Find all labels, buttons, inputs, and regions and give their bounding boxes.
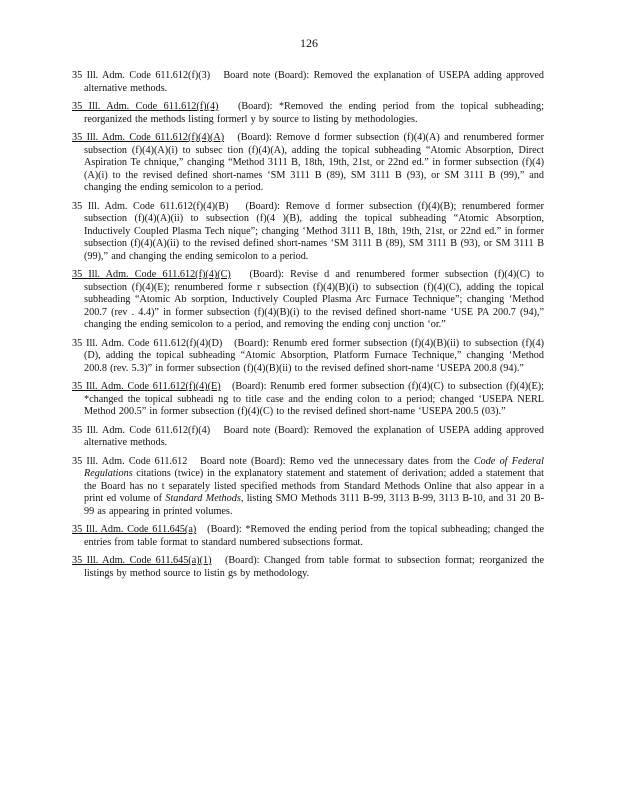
- entry-text: (Board): Changed from table format to subsection format; reorganized the listings by method source to listin gs by methodology.: [84, 555, 545, 579]
- entry-list: [72, 70, 544, 586]
- list-item: [72, 338, 544, 376]
- entry-text: (Board): Renumb ered former subsection (f)(4)(B)(ii) to subsection (f)(4)(D), adding the topical subheading “Atomic Absorption, Platform Furnace Technique,” changing ‘Method 200.8 (rev. 5.3)” in former subsection (f)(4)(B)(ii) to the revised defined short-name ‘USEPA 200.8 (94).”: [84, 337, 544, 374]
- entry-text: Board note (Board): Remo ved the unnecessary dates from the: [200, 455, 474, 467]
- list-item: [72, 70, 544, 95]
- entry-text: (Board): Remove d former subsection (f)(4)(A) and renumbered former subsection (f)(4)(A)(i) to subsec tion (f)(4)(A), adding the topical subheading “Atomic Absorption, Direct Aspiration Te chnique,” changing “Method 3111 B, 18th, 19th, 21st, or 22nd ed.” in former subsection (f)(4)(A)(i) to the revised defined short-names ‘SM 3111 B (89), SM 3111 B (93), or SM 3111 B (99),” and changing the ending semicolon to a period.: [84, 132, 544, 193]
- italic-citation: Standard Methods: [165, 493, 241, 504]
- code-reference: 35 Ill. Adm. Code 611.612(f)(4)(C): [72, 269, 231, 280]
- entry-text: (Board): Revise d and renumbered former subsection (f)(4)(C) to subsection (f)(4)(E); renumbered forme r subsection (f)(4)(B)(i) to subsection (f)(4)(C), adding the topical subheading “Atomic Ab sorption, Inductively Coupled Plasma Arc Furnace Technique”; changing ‘Method 200.7 (rev . 4.4)” in former subsection (f)(4)(B)(i) to the revised defined short-name ‘USE PA 200.7 (94),” changing the ending semicolon to a period, and removing the ending conj unction ‘or.”: [84, 269, 545, 330]
- list-item: [72, 456, 544, 519]
- code-reference: 35 Ill. Adm. Code 611.612: [72, 455, 188, 467]
- list-item: [72, 381, 544, 419]
- entry-text: (Board): Remove d former subsection (f)(4)(B); renumbered former subsection (f)(4)(A)(ii) to subsection (f)(4 )(B), adding the topical subheading “Atomic Absorption, Inductively Coupled Plasma Tech nique”; changing ‘Method 3111 B, 18th, 19th, 21st, or 22nd ed.” in former subsection (f)(4)(A)(ii) to the revised defined short-names ‘SM 3111 B (89), SM 3111 B (93), or SM 3111 B (99),” and changing the ending semicolon to a period.: [84, 200, 544, 262]
- list-item: [72, 201, 544, 264]
- code-reference: 35 Ill. Adm. Code 611.612(f)(4)(D): [72, 337, 223, 349]
- entry-text: , listing SMO Methods 3111 B-99, 3113 B-99, 3113 B-10, and 31 20 B-99 as appearing in printed volumes.: [84, 493, 544, 517]
- entry-text: (Board): *Removed the ending period from the topical subheading; reorganized the methods listing formerl y by source to listing by methodologies.: [84, 101, 544, 125]
- code-reference: 35 Ill. Adm. Code 611.612(f)(4): [72, 424, 211, 436]
- entry-text: Board note (Board): Removed the explanation of USEPA adding approved alternative methods.: [84, 70, 544, 94]
- list-item: [72, 269, 544, 332]
- list-item: [72, 101, 544, 126]
- code-reference: 35 Ill. Adm. Code 611.612(f)(4)(A): [72, 132, 225, 143]
- code-reference: 35 Ill. Adm. Code 611.645(a): [72, 524, 197, 535]
- entry-text: (Board): *Removed the ending period from the topical subheading; changed the entries from table format to standard numbered subsections format.: [84, 524, 544, 548]
- list-item: [72, 555, 544, 580]
- entry-text: citations (twice) in the explanatory statement and statement of derivation; added a statement that the Board has no t separately listed specified methods from Standard Methods Online that also appear in a print ed volume of: [84, 468, 544, 504]
- code-reference: 35 Ill. Adm. Code 611.612(f)(3): [72, 70, 211, 81]
- code-reference: 35 Ill. Adm. Code 611.612(f)(4): [72, 101, 219, 112]
- entry-text: Board note (Board): Removed the explanation of USEPA adding approved alternative methods.: [84, 424, 544, 448]
- code-reference: 35 Ill. Adm. Code 611.612(f)(4)(E): [72, 381, 221, 392]
- page-number: 126: [300, 36, 318, 50]
- list-item: [72, 425, 544, 450]
- italic-citation: Code of Federal Regulations: [84, 455, 544, 479]
- code-reference: 35 Ill. Adm. Code 611.645(a)(1): [72, 555, 212, 566]
- list-item: [72, 132, 544, 195]
- code-reference: 35 Ill. Adm. Code 611.612(f)(4)(B): [72, 200, 229, 212]
- list-item: [72, 524, 544, 549]
- entry-text: (Board): Renumb ered former subsection (f)(4)(C) to subsection (f)(4)(E); *changed the topical subheadi ng to title case and the ending colon to a period; changed ‘USEPA NERL Method 200.5” in former subsection (f)(4)(C) to the revised defined short-name ‘USEPA 200.5 (03).”: [84, 381, 544, 417]
